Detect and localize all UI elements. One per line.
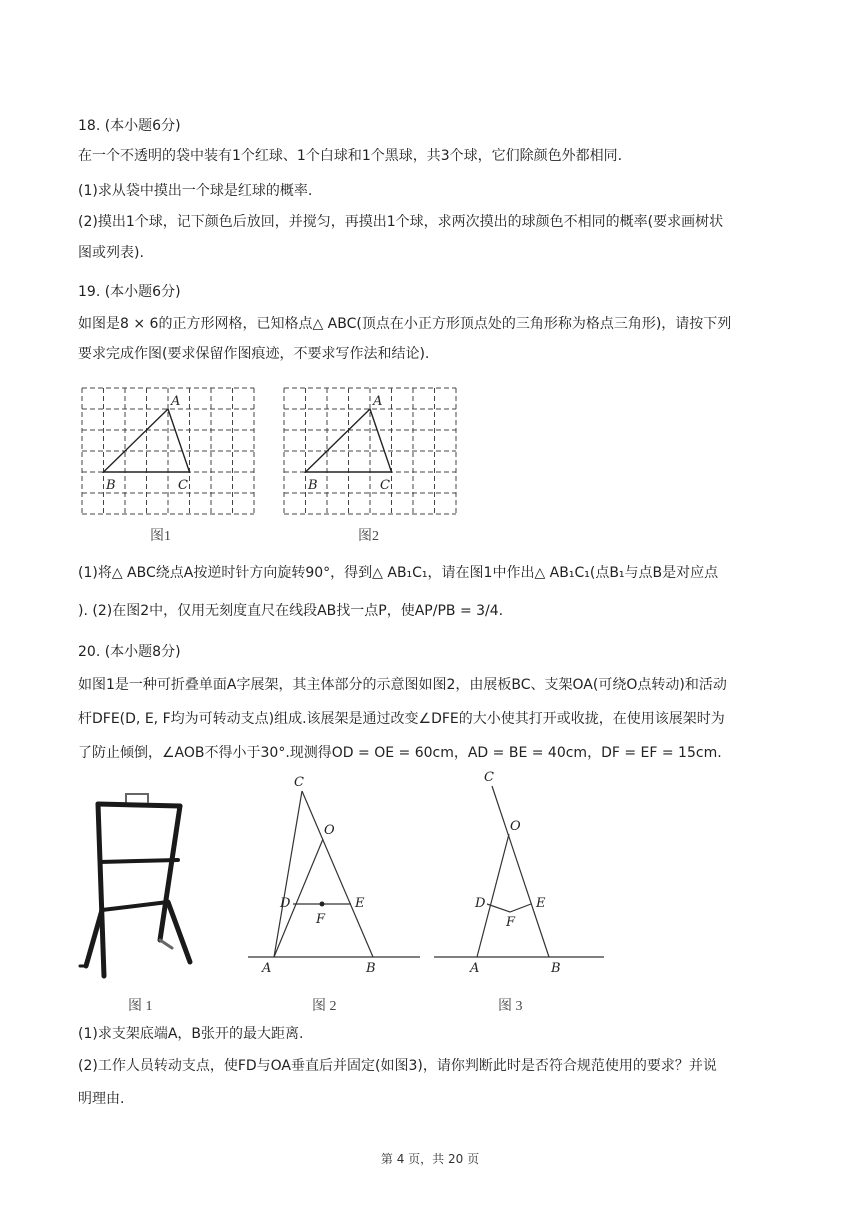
- label-a: A: [373, 394, 383, 409]
- q19-fig1-caption: 图1: [150, 529, 171, 544]
- label-d: D: [475, 896, 486, 911]
- q18-stem: 在一个不透明的袋中装有1个红球、1个白球和1个黑球，共3个球，它们除颜色外都相同.: [78, 148, 623, 164]
- q19-fig2-caption: 图2: [358, 529, 379, 544]
- q20-header: 20. (本小题8分): [78, 644, 181, 660]
- q20-figure-3-diagram: [430, 770, 610, 980]
- label-o: O: [324, 823, 335, 838]
- q20-part2-line2: 明理由.: [78, 1091, 125, 1107]
- q20-part1: (1)求支架底端A，B张开的最大距离.: [78, 1026, 304, 1042]
- q19-part1-line2: ). (2)在图2中，仅用无刻度直尺在线段AB找一点P，使AP/PB = 3/4.: [78, 603, 504, 619]
- label-a: A: [262, 961, 272, 976]
- label-o: O: [510, 819, 521, 834]
- label-f: F: [316, 912, 326, 927]
- q18-header: 18. (本小题6分): [78, 118, 181, 134]
- q18-part1: (1)求从袋中摸出一个球是红球的概率.: [78, 183, 313, 199]
- q20-fig3-caption: 图 3: [498, 999, 523, 1014]
- q20-figure-2-diagram: [244, 770, 424, 980]
- label-b: B: [366, 961, 376, 976]
- label-c: C: [380, 478, 390, 493]
- label-e: E: [355, 896, 365, 911]
- a-frame-stand-illustration: [76, 790, 206, 990]
- q20-part2-line1: (2)工作人员转动支点，使FD与OA垂直后并固定(如图3)，请你判断此时是否符合规范使用的要求？并说: [78, 1058, 717, 1074]
- label-c: C: [484, 770, 494, 785]
- label-b: B: [106, 478, 116, 493]
- q20-stem-line2: 杆DFE(D, E, F均为可转动支点)组成.该展架是通过改变∠DFE的大小使其打开或收拢，在使用该展架时为: [78, 711, 725, 727]
- q19-header: 19. (本小题6分): [78, 284, 181, 300]
- q18-part2-line1: (2)摸出1个球，记下颜色后放回，并搅匀，再摸出1个球，求两次摸出的球颜色不相同的概率(要求画树状: [78, 214, 724, 230]
- q19-grid-figure-1: [78, 384, 258, 524]
- grid-lines: [284, 388, 456, 514]
- q20-fig1-caption: 图 1: [128, 999, 153, 1014]
- q19-grid-figure-2: [280, 384, 460, 524]
- q19-stem-line1: 如图是8 × 6的正方形网格，已知格点△ ABC(顶点在小正方形顶点处的三角形称为格点三角形)，请按下列: [78, 316, 732, 332]
- q20-fig2-caption: 图 2: [312, 999, 337, 1014]
- grid-lines: [82, 388, 254, 514]
- page-footer: 第 4 页，共 20 页: [380, 1152, 480, 1166]
- q20-stem-line1: 如图1是一种可折叠单面A字展架，其主体部分的示意图如图2，由展板BC、支架OA(可绕O点转动)和活动: [78, 677, 727, 693]
- label-e: E: [536, 896, 546, 911]
- q19-part1-line1: (1)将△ ABC绕点A按逆时针方向旋转90°，得到△ AB₁C₁，请在图1中作出△ AB₁C₁(点B₁与点B是对应点: [78, 565, 719, 581]
- label-a: A: [171, 394, 181, 409]
- label-d: D: [280, 896, 291, 911]
- label-b: B: [308, 478, 318, 493]
- q18-part2-line2: 图或列表).: [78, 245, 144, 261]
- label-a: A: [470, 961, 480, 976]
- label-f: F: [506, 915, 516, 930]
- label-b: B: [551, 961, 561, 976]
- label-c: C: [294, 775, 304, 790]
- label-c: C: [178, 478, 188, 493]
- q19-stem-line2: 要求完成作图(要求保留作图痕迹，不要求写作法和结论).: [78, 346, 430, 362]
- q20-stem-line3: 了防止倾倒，∠AOB不得小于30°.现测得OD = OE = 60cm，AD = BE = 40cm，DF = EF = 15cm.: [78, 745, 722, 761]
